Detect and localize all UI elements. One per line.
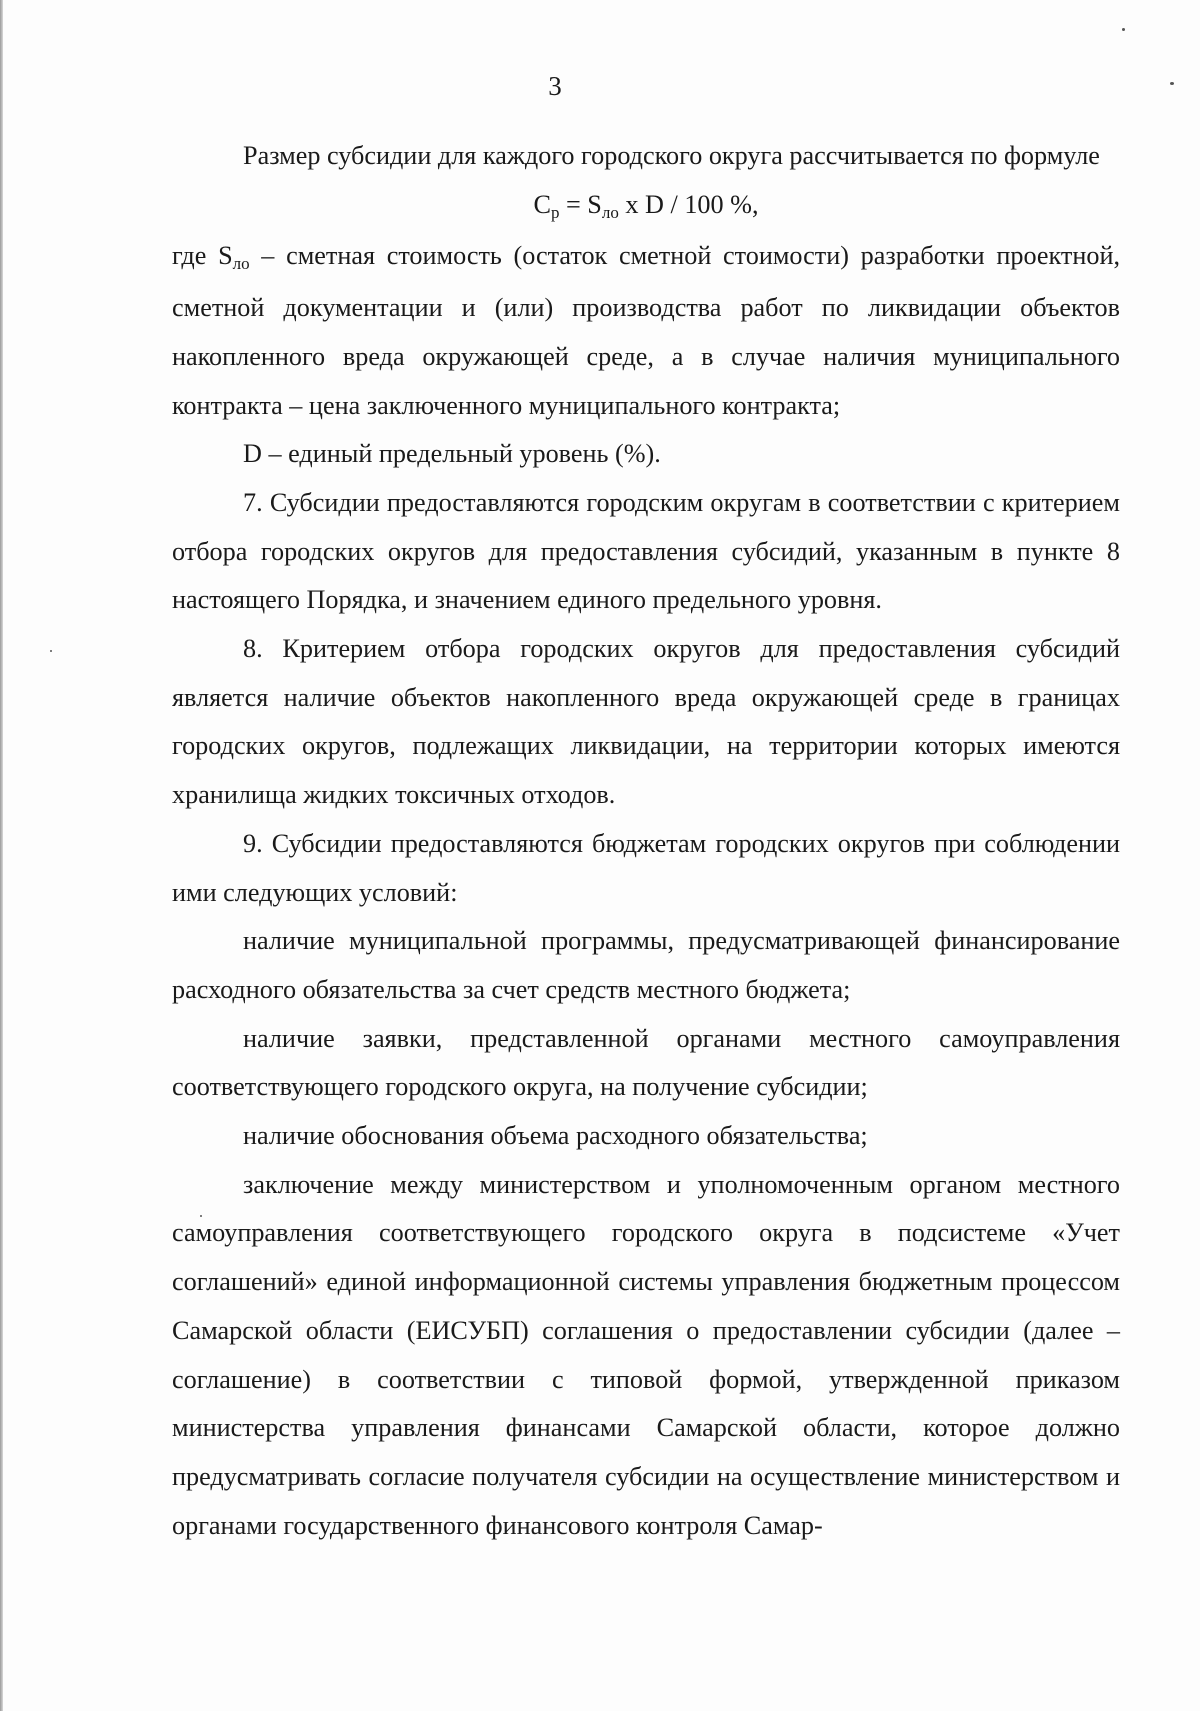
paragraph-subsidy-size: Размер субсидии для каждого городского округа рассчитывается по формуле xyxy=(243,141,1100,170)
condition-agreement: заключение между министерством и уполномоченным органом местного самоуправления соответствующего городского округа в подсистеме «Учет соглашений» единой информационной системы управления бюджетным процессом Самарской области (ЕИСУБП) соглашения о предоставлении субсидии (далее – соглашение) в соответствии с типовой формой, утвержденной приказом министерства управления финансами Самарской области, которое должно предусматривать согласие получателя субсидии на осуществление министерством и органами государственного финансового контроля Самар- xyxy=(172,1169,1120,1540)
page-number: 3 xyxy=(548,71,562,101)
paragraph-item-9: 9. Субсидии предоставляются бюджетам городских округов при соблюдении ими следующих условий: xyxy=(172,828,1120,907)
paragraph-item-7: 7. Субсидии предоставляются городским округам в соответствии с критерием отбора городских округов для предоставления субсидий, указанным в пункте 8 настоящего Порядка, и значением единого предельного уровня. xyxy=(172,487,1120,615)
scan-speck xyxy=(1122,28,1125,31)
formula-eq: = S xyxy=(559,189,602,219)
formula-s-subscript: ло xyxy=(601,202,619,222)
formula-lhs: C xyxy=(533,189,551,219)
scan-speck xyxy=(200,1215,202,1217)
where-prefix: где S xyxy=(172,241,233,271)
paragraph-where-definition xyxy=(172,232,1120,430)
formula-rhs: x D / 100 %, xyxy=(618,189,759,219)
condition-application: наличие заявки, представленной органами местного самоуправления соответствующего городского округа, на получение субсидии; xyxy=(172,1023,1120,1102)
formula xyxy=(172,181,1120,233)
condition-municipal-program: наличие муниципальной программы, предусматривающей финансирование расходного обязательства за счет средств местного бюджета; xyxy=(172,926,1120,1004)
formula-lhs-subscript: р xyxy=(550,202,560,222)
scan-speck xyxy=(1170,82,1174,85)
condition-justification: наличие обоснования объема расходного обязательства; xyxy=(243,1121,868,1151)
where-text: – сметная стоимость (остаток сметной стоимости) разработки проектной, сметной документации и (или) производства работ по ликвидации объектов накопленного вреда окружающей среде, а в случае наличия муниципального контракта – цена заключенного муниципального контракта; xyxy=(172,241,1121,420)
document-body xyxy=(172,132,1120,1550)
where-subscript: ло xyxy=(232,254,250,274)
paragraph-d-definition: D – единый предельный уровень (%). xyxy=(243,439,661,469)
paragraph-item-8: 8. Критерием отбора городских округов для предоставления субсидий является наличие объектов накопленного вреда окружающей среде в границах городских округов, подлежащих ликвидации, на территории которых имеются хранилища жидких токсичных отходов. xyxy=(172,634,1120,810)
scan-speck xyxy=(50,650,52,652)
scan-edge xyxy=(0,0,3,1711)
